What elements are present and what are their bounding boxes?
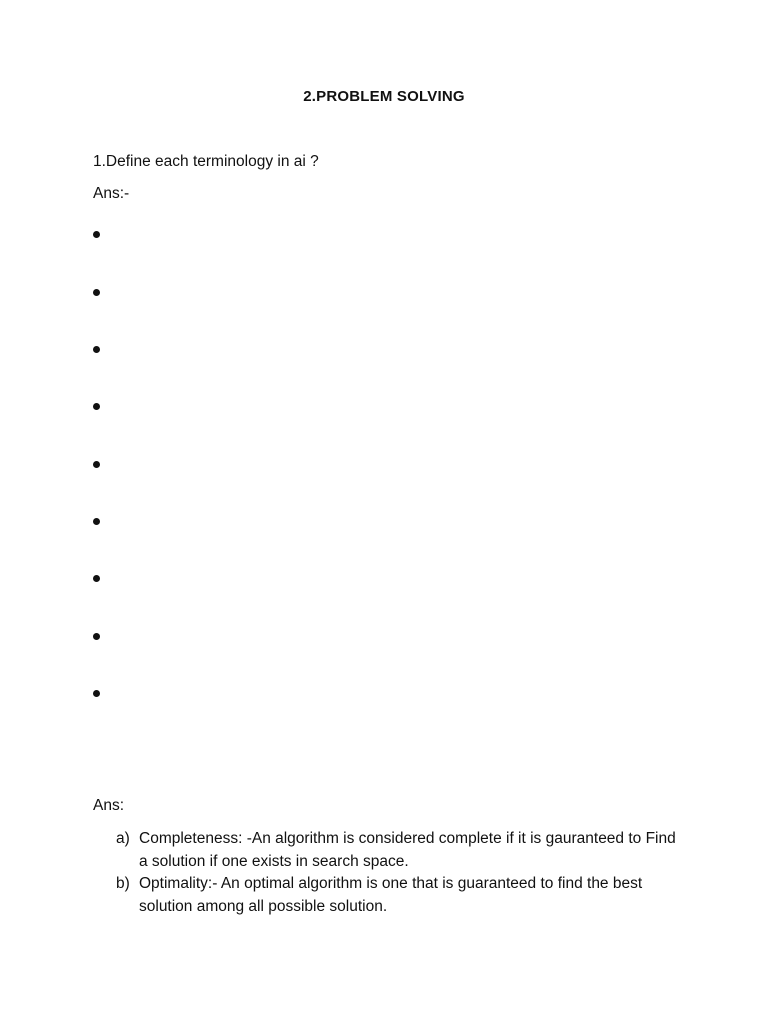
list-marker: b) — [116, 875, 130, 892]
answer-list — [116, 828, 676, 918]
bullet-point — [93, 690, 100, 697]
bullet-point — [93, 518, 100, 525]
list-item-text: Completeness: -An algorithm is considered complete if it is gauranteed to Find a solution if one exists in search space. — [139, 830, 676, 870]
bullet-point — [93, 403, 100, 410]
page-title: 2.PROBLEM SOLVING — [303, 88, 465, 105]
bullet-point — [93, 289, 100, 296]
list-item-text: Optimality:- An optimal algorithm is one that is guaranteed to find the best solution among all possible solution. — [139, 875, 643, 915]
bullet-point — [93, 231, 100, 238]
bullet-point — [93, 575, 100, 582]
list-item — [116, 873, 676, 918]
list-marker: a) — [116, 830, 130, 847]
question-text: 1.Define each terminology in ai ? — [93, 153, 319, 170]
bullet-point — [93, 633, 100, 640]
answer-label: Ans: — [93, 797, 125, 814]
list-item — [116, 828, 676, 873]
bullet-point — [93, 346, 100, 353]
answer-label: Ans:- — [93, 185, 130, 202]
bullet-point — [93, 461, 100, 468]
